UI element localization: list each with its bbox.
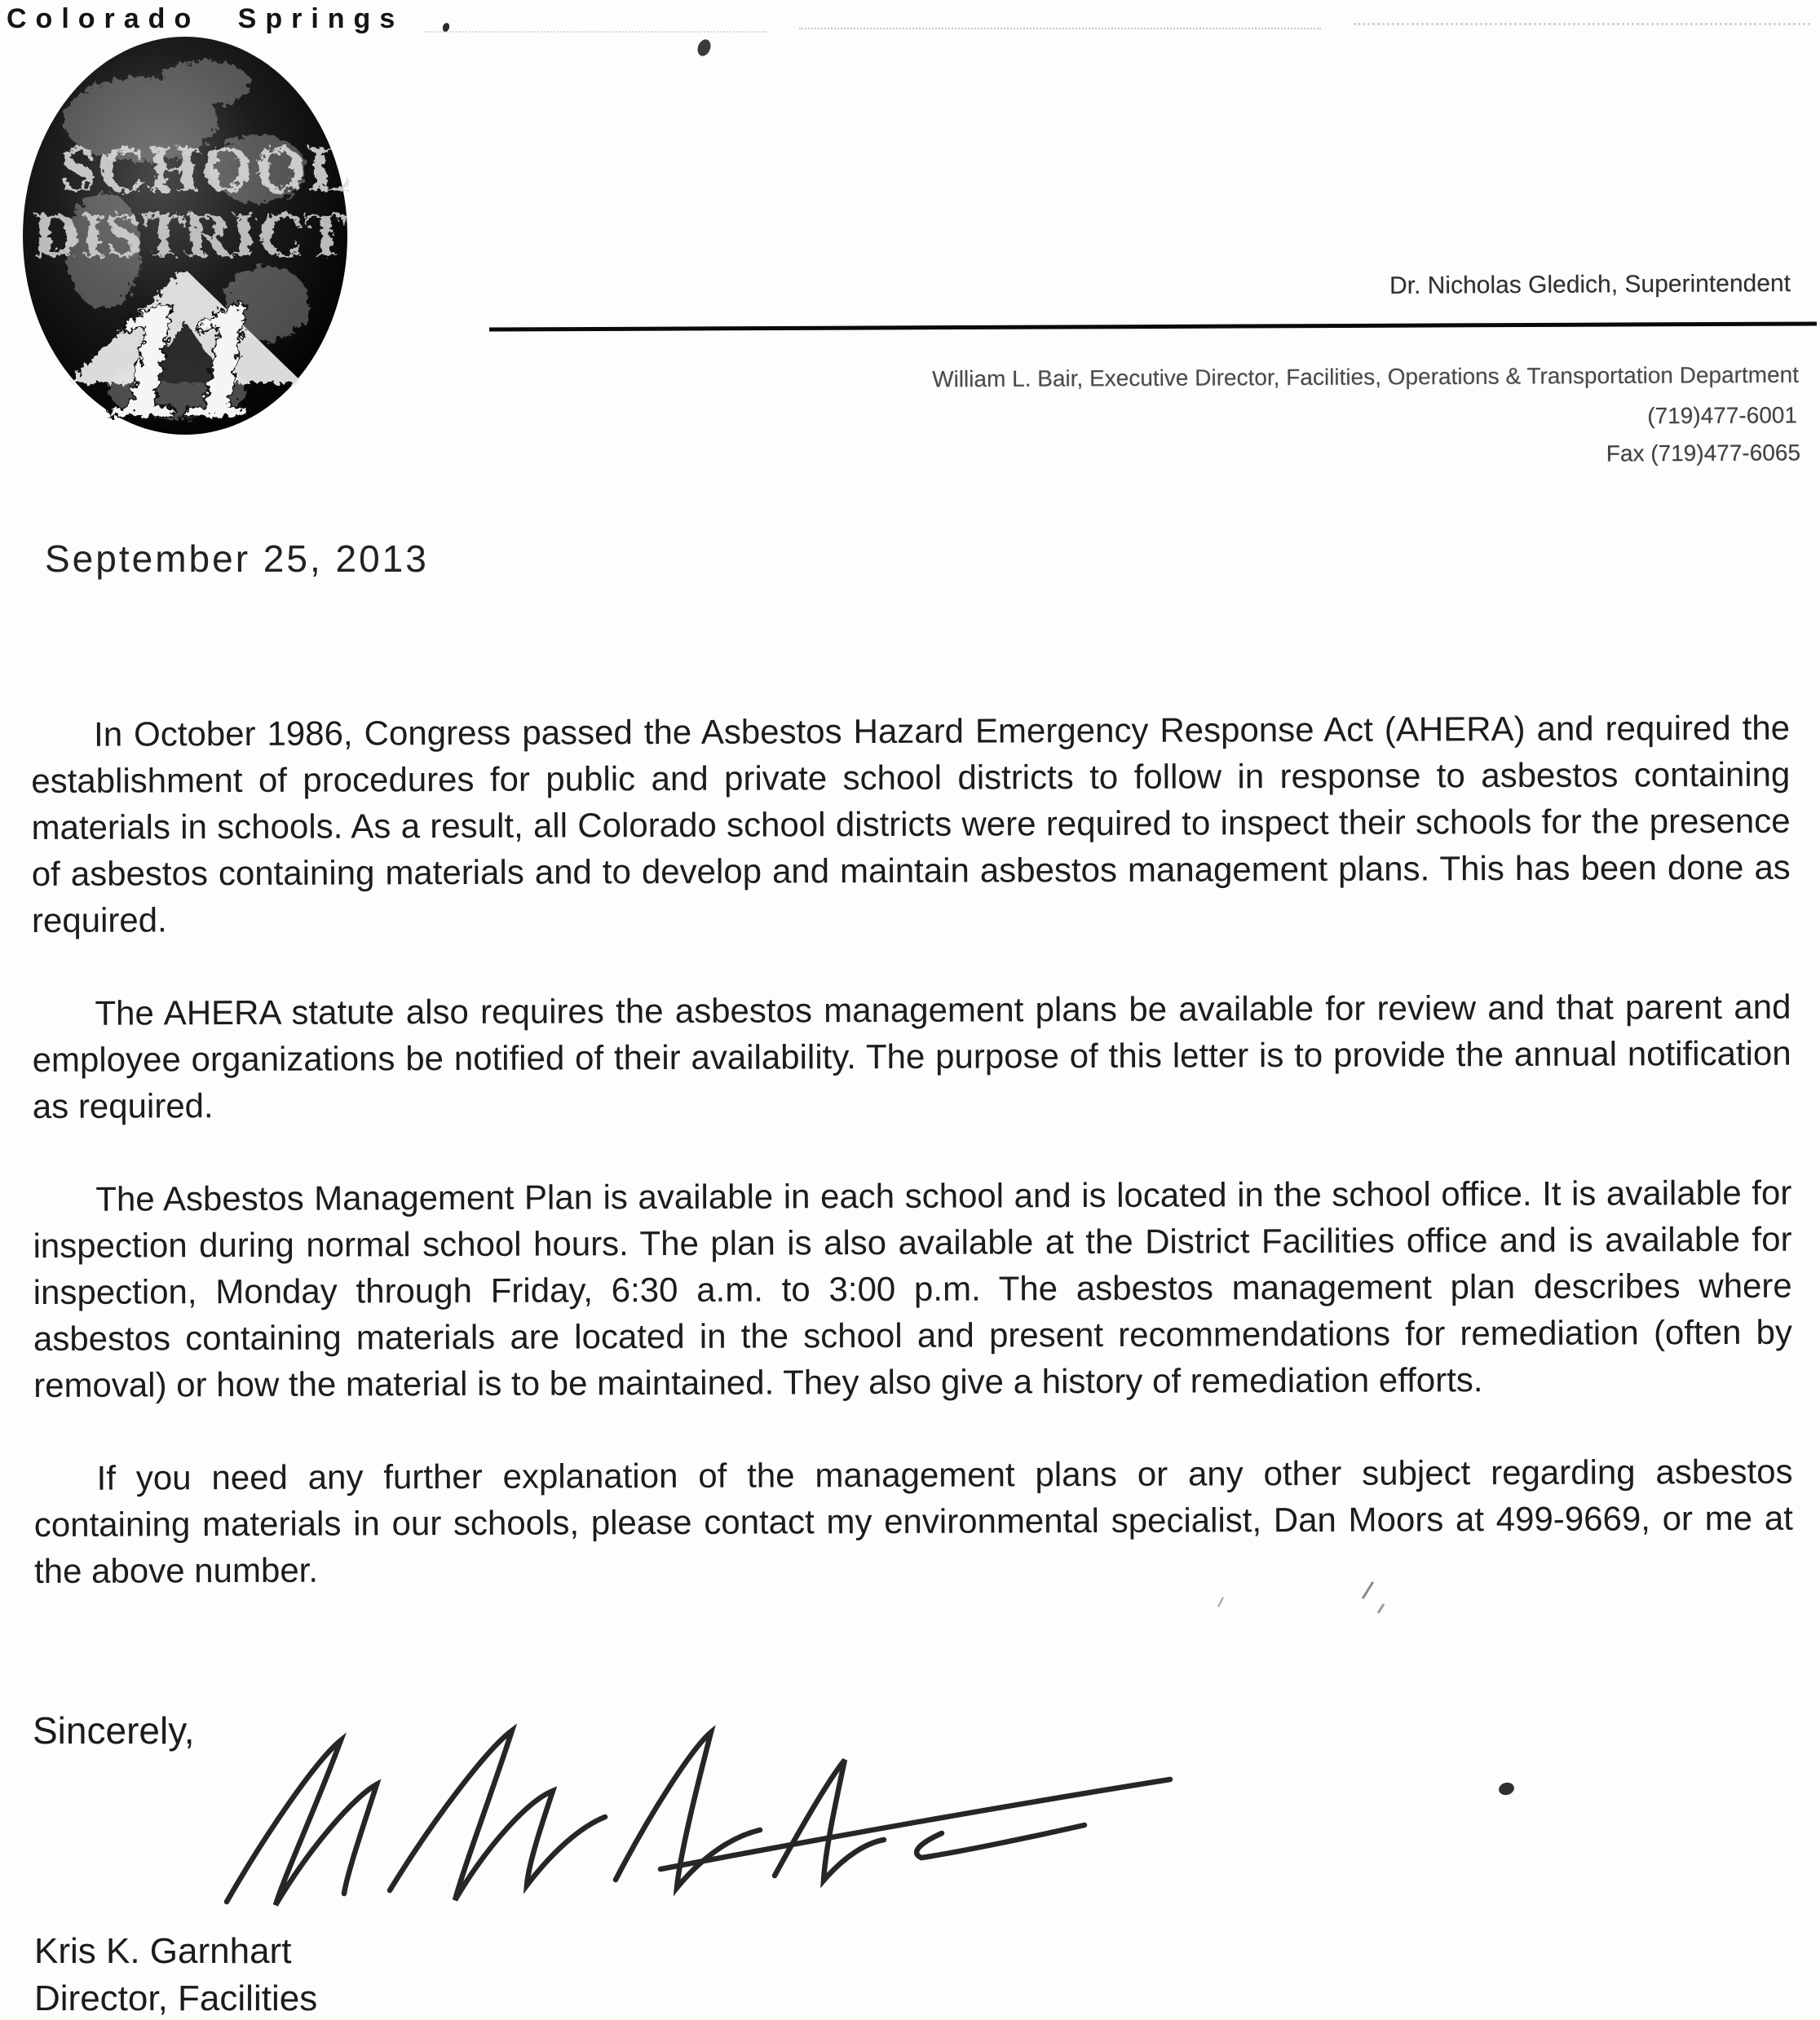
signer-title: Director, Facilities [34, 1978, 318, 2018]
header-divider-rule [489, 321, 1817, 331]
department-director-line: William L. Bair, Executive Director, Facilities, Operations & Transportation Department [932, 361, 1800, 392]
letter-date: September 25, 2013 [45, 537, 429, 580]
signer-name: Kris K. Garnhart [34, 1931, 292, 1971]
scan-speck [1497, 1781, 1515, 1797]
scan-noise-line [799, 28, 1321, 29]
superintendent-line: Dr. Nicholas Gledich, Superintendent [1389, 270, 1791, 300]
district-number: 11 [106, 267, 264, 438]
paragraph-plan-availability: The Asbestos Management Plan is available in each school and is located in the school office. It is available for inspection during normal school hours. The plan is also available at the District Facilities office and is available for inspection, Monday through Friday, 6:30 a.m. to 3:00 p.m. The asbestos management plan describes where asbestos containing materials are located in the school and present recommendations for remediation (often by removal) or how the material is to be maintained. They also give a history of remediation efforts. [33, 1173, 1793, 1404]
valediction: Sincerely, [33, 1709, 195, 1752]
paragraph-notification-purpose: The AHERA statute also requires the asbestos management plans be available for review and that parent and employee organizations be notified of their availability. The purpose of this letter is to provide the annual notification as required. [32, 987, 1791, 1125]
globe-logo-graphic [18, 34, 352, 438]
paragraph-ahera-history: In October 1986, Congress passed the Asbestos Hazard Emergency Response Act (AHERA) and required the establishment of procedures for public and private school districts to follow in response to asbestos containing materials in schools. As a result, all Colorado school districts were required to inspect their schools for the presence of asbestos containing materials and to develop and maintain asbestos management plans. This has been done as required. [31, 708, 1791, 939]
scan-speck [696, 38, 713, 58]
letter-body [31, 705, 1793, 1641]
logo-word-district: DISTRICT [33, 199, 348, 270]
school-district-11-logo [18, 34, 352, 438]
handwritten-signature [204, 1721, 1191, 1912]
fax-number: Fax (719)477-6065 [1606, 440, 1801, 466]
signature-image [204, 1721, 1191, 1916]
logo-word-school: SCHOOL [60, 134, 352, 206]
district-city-label: Colorado Springs [7, 3, 404, 34]
phone-number: (719)477-6001 [1647, 402, 1798, 429]
scan-noise-line [424, 31, 766, 33]
scan-noise-line [1354, 23, 1810, 25]
paragraph-contact-info: If you need any further explanation of the management plans or any other subject regarding asbestos containing materials in our schools, please contact my environmental specialist, Dan Moors at 499-9669, or me at the above number. [33, 1452, 1793, 1590]
